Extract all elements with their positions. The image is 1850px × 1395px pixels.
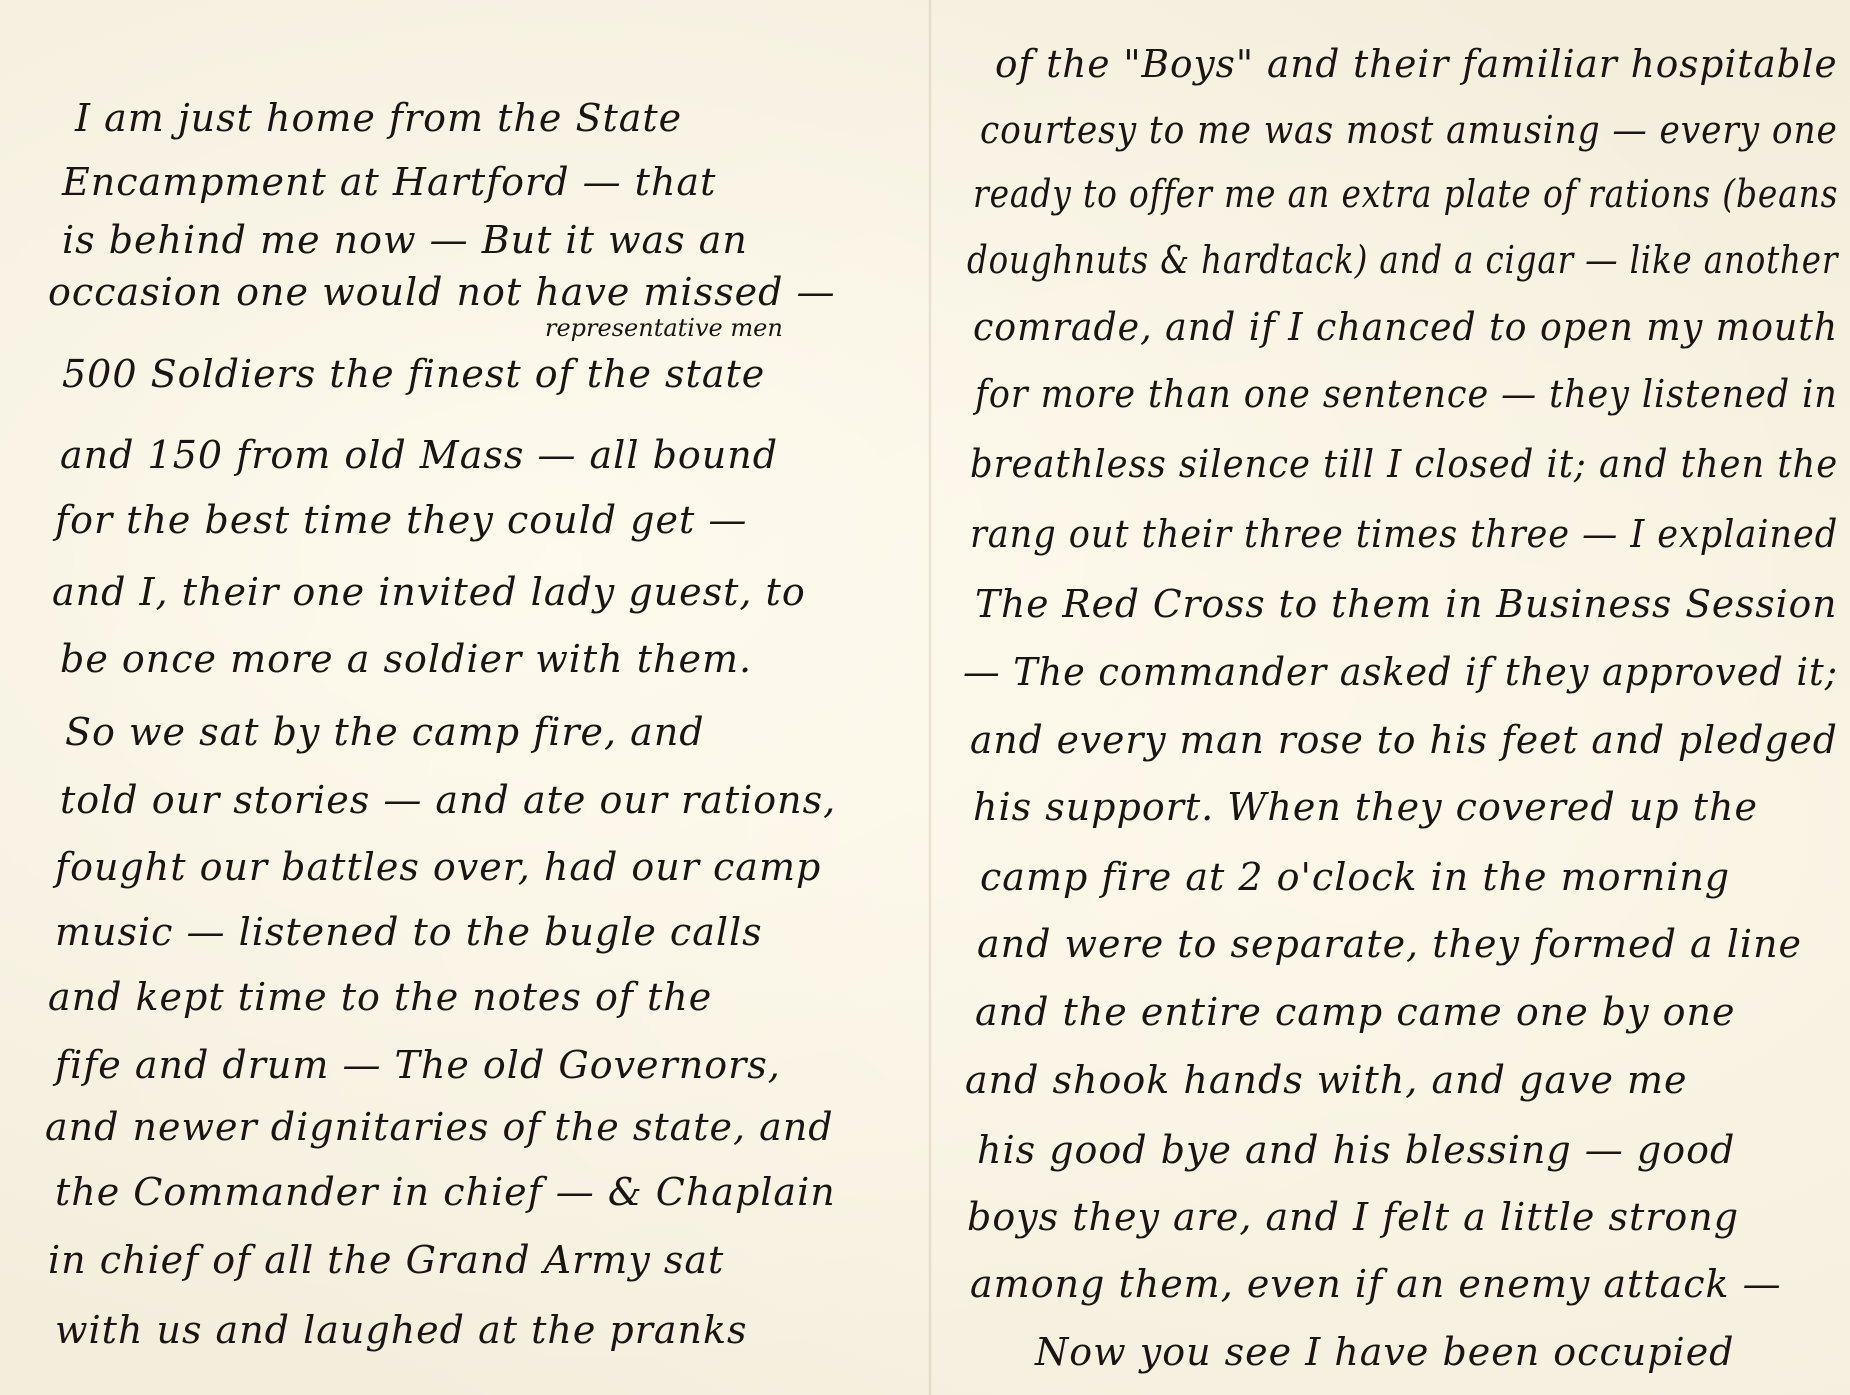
right-line: and were to separate, they formed a line — [977, 922, 1803, 966]
left-line: be once more a soldier with them. — [60, 637, 753, 681]
right-line: and every man rose to his feet and pledged — [970, 718, 1838, 762]
right-line: his support. When they covered up the — [973, 785, 1758, 829]
right-line: — The commander asked if they approved it; — [963, 650, 1839, 694]
right-line: camp fire at 2 o'clock in the morning — [980, 855, 1731, 899]
left-line: fought our battles over, had our camp — [55, 845, 822, 889]
left-line: in chief of all the Grand Army sat — [48, 1238, 725, 1282]
page-fold — [928, 0, 932, 1395]
right-line: Now you see I have been occupied — [1035, 1330, 1735, 1374]
right-page — [935, 0, 1850, 1395]
left-line: told our stories — and ate our rations, — [60, 778, 837, 822]
right-line: boys they are, and I felt a little strong — [967, 1195, 1740, 1239]
left-line: for the best time they could get — — [55, 498, 748, 542]
left-line: music — listened to the bugle calls — [55, 910, 763, 954]
right-line: and the entire camp came one by one — [975, 990, 1736, 1034]
left-line: 500 Soldiers the finest of the state — [62, 352, 766, 396]
left-line: and kept time to the notes of the — [48, 975, 713, 1019]
right-line: his good bye and his blessing — good — [977, 1128, 1736, 1172]
left-line: with us and laughed at the pranks — [55, 1308, 748, 1352]
right-line: courtesy to me was most amusing — every one — [980, 108, 1838, 152]
left-line: and 150 from old Mass — all bound — [60, 433, 779, 477]
right-line: The Red Cross to them in Business Session — [975, 582, 1838, 626]
left-line: and I, their one invited lady guest, to — [52, 570, 806, 614]
right-line: breathless silence till I closed it; and then the — [970, 442, 1839, 486]
left-line: is behind me now — But it was an — [62, 218, 748, 262]
right-line: doughnuts & hardtack) and a cigar — like another — [967, 238, 1839, 282]
left-line: Encampment at Hartford — that — [62, 160, 717, 204]
left-line: occasion one would not have missed — — [48, 270, 836, 314]
right-line: among them, even if an enemy attack — — [970, 1262, 1782, 1306]
right-line: and shook hands with, and gave me — [965, 1058, 1688, 1102]
left-line: I am just home from the State — [75, 96, 683, 140]
right-line: of the "Boys" and their familiar hospitable — [995, 42, 1838, 86]
right-line: comrade, and if I chanced to open my mouth — [973, 305, 1839, 349]
left-line: and newer dignitaries of the state, and — [45, 1105, 834, 1149]
right-line: ready to offer me an extra plate of rations (beans — [973, 172, 1839, 216]
left-line: the Commander in chief — & Chaplain — [55, 1170, 836, 1214]
left-interlinear-note: representative men — [545, 314, 783, 342]
left-line: fife and drum — The old Governors, — [55, 1043, 781, 1087]
left-line: So we sat by the camp fire, and — [65, 710, 705, 754]
right-line: for more than one sentence — they listened in — [975, 372, 1838, 416]
right-line: rang out their three times three — I explained — [970, 512, 1839, 556]
